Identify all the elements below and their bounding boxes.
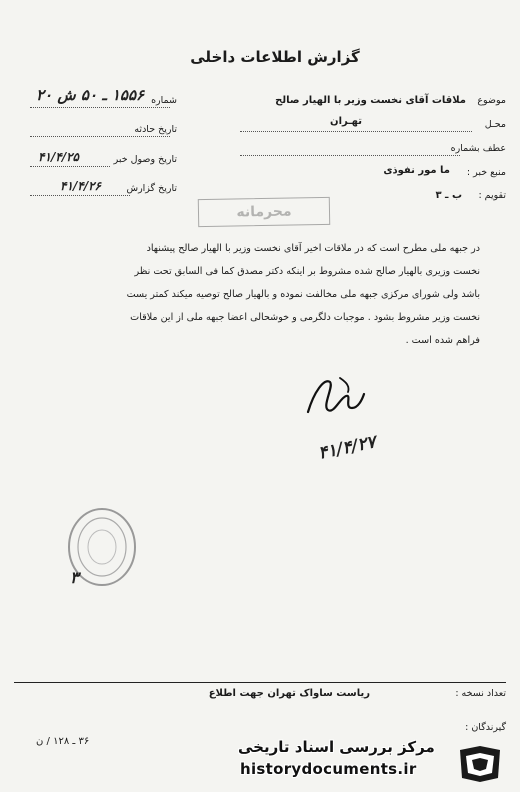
body-line: نخست وزیر مشروط بشود . موجبات دلگرمی و خوشحالی اعضا جبهه ملی از این ملاقات bbox=[130, 312, 480, 323]
body-line: فراهم شده است . bbox=[405, 335, 480, 346]
watermark-url: historydocuments.ir bbox=[240, 760, 417, 778]
seal-number: ۳ bbox=[70, 568, 79, 587]
number-value: ۱۵۵۶ ـ ۵۰ ش ۲۰ bbox=[36, 86, 145, 104]
report-body bbox=[40, 237, 480, 352]
number-label: شماره bbox=[151, 95, 177, 106]
stamp-text: محرمانه bbox=[236, 203, 292, 221]
incident-date-label: تاریخ حادثه bbox=[134, 124, 177, 135]
copies-label: تعداد نسخه : bbox=[455, 688, 506, 699]
watermark-name: مرکز بررسی اسناد تاریخی bbox=[238, 738, 435, 756]
reference-label: عطف بشماره bbox=[450, 143, 506, 154]
received-date-value: ۴۱/۴/۲۵ bbox=[38, 150, 79, 164]
signature-date: ۴۱/۴/۲۷ bbox=[316, 432, 378, 464]
document-title: گزارش اطلاعات داخلی bbox=[190, 48, 360, 66]
subject-value: ملاقات آقای نخست وزیر با الهیار صالح bbox=[275, 95, 466, 106]
confidential-stamp bbox=[198, 197, 330, 227]
report-date-value: ۴۱/۴/۲۶ bbox=[60, 179, 101, 193]
evaluation-value: ب ـ ۳ bbox=[435, 190, 462, 201]
report-date-dotline bbox=[30, 195, 130, 196]
body-line: در جبهه ملی مطرح است که در ملاقات اخیر آقای نخست وزیر با الهیار صالح پیشنهاد bbox=[146, 243, 480, 254]
report-date-label: تاریخ گزارش bbox=[126, 183, 177, 194]
body-line: باشد ولی شورای مرکزی جبهه ملی مخالفت نموده و بالهیار صالح توصیه میکند کمتر یست bbox=[126, 289, 480, 300]
number-dotline bbox=[30, 107, 170, 108]
recipients-label: گیرندگان : bbox=[465, 722, 506, 733]
body-line: نخست وزیری بالهیار صالح شده مشروط بر اینکه دکتر مصدق کما فی السابق تحت نظر bbox=[134, 266, 480, 277]
reference-dotline bbox=[240, 155, 460, 156]
footer-separator bbox=[14, 682, 506, 683]
evaluation-label: تقویم : bbox=[478, 190, 506, 201]
received-date-label: تاریخ وصول خبر bbox=[113, 154, 177, 165]
subject-label: موضوع bbox=[477, 95, 506, 106]
incident-date-dotline bbox=[30, 136, 170, 137]
copies-value: ریاست ساواک تهران جهت اطلاع bbox=[208, 688, 370, 699]
place-value: تهـران bbox=[330, 116, 362, 127]
source-label: منبع خبر : bbox=[466, 167, 506, 178]
archive-logo-icon bbox=[452, 742, 508, 786]
source-value: ما مور نفوذی bbox=[383, 165, 450, 176]
received-date-dotline bbox=[30, 166, 110, 167]
signature bbox=[300, 372, 370, 424]
document-code: ۳۶ ـ ۱۲۸ / ن bbox=[36, 736, 90, 747]
place-dotline bbox=[240, 131, 472, 132]
place-label: محـل bbox=[484, 119, 506, 130]
